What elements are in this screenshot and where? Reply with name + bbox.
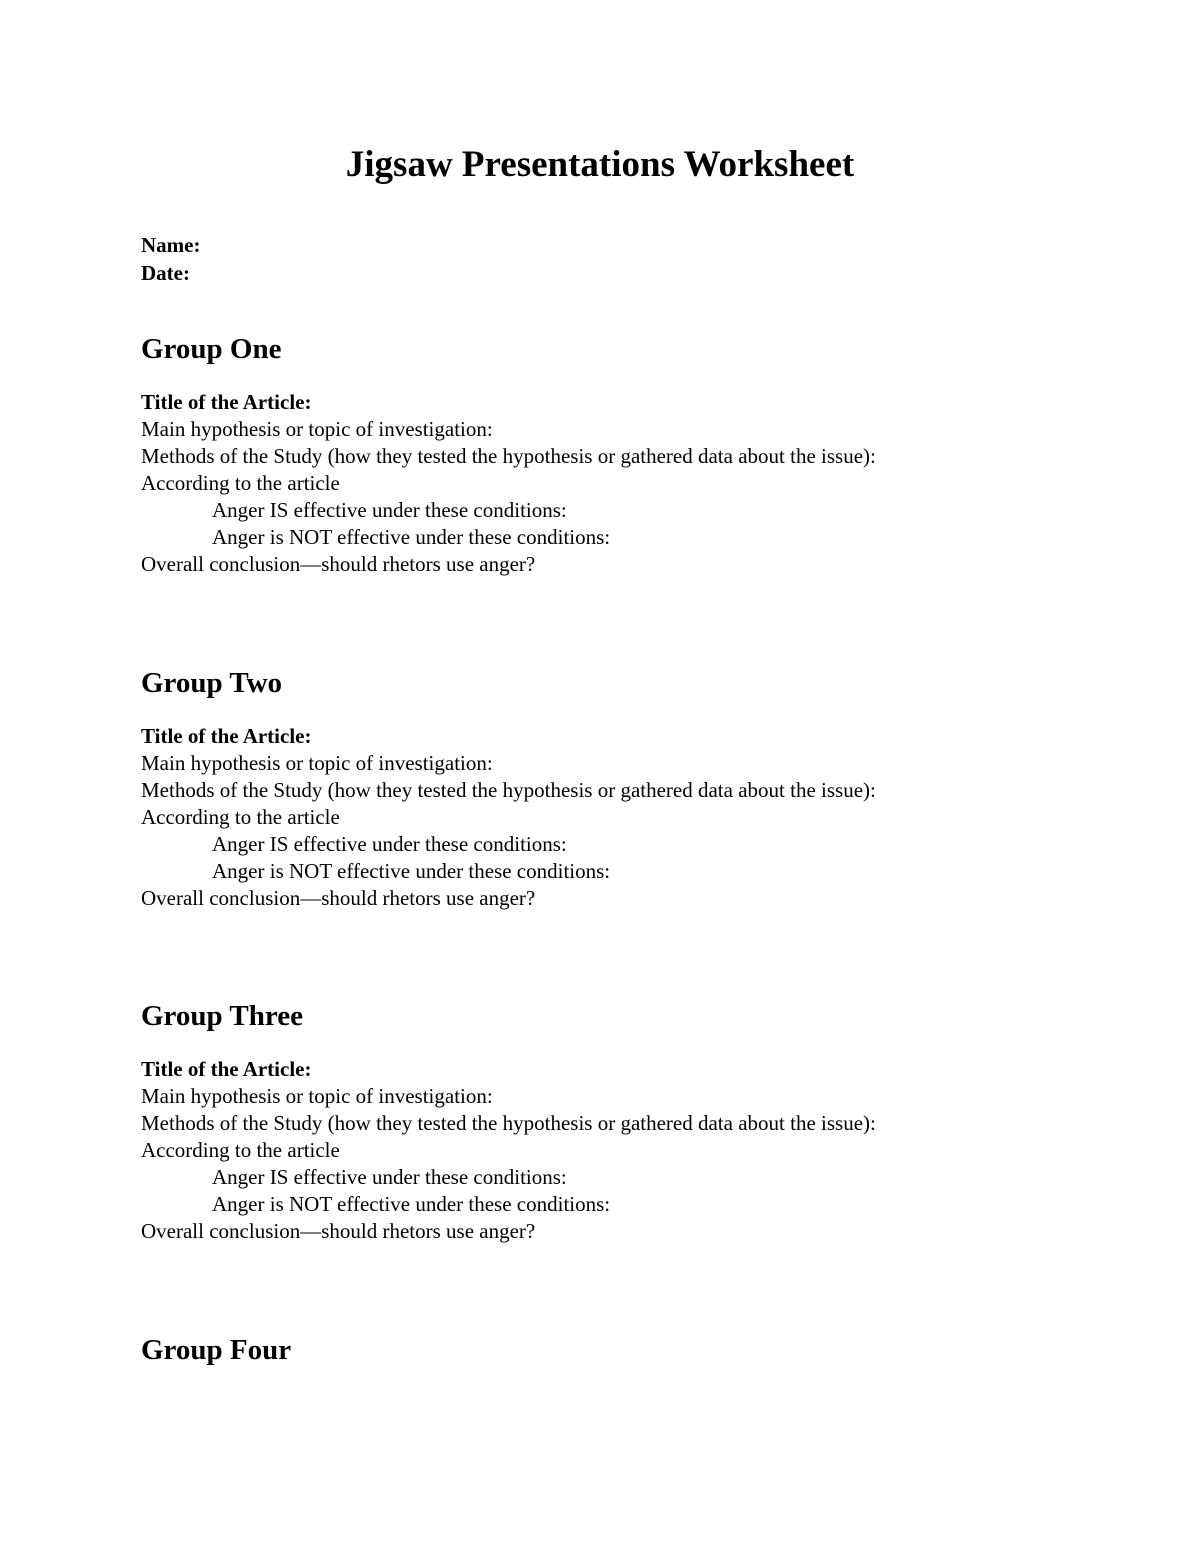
date-label: Date: (141, 261, 190, 285)
according-label: According to the article (141, 471, 340, 495)
conclusion-label: Overall conclusion—should rhetors use anger? (141, 886, 536, 910)
group-heading: Group Three (141, 1000, 303, 1032)
name-label: Name: (141, 233, 201, 257)
effective-label: Anger IS effective under these conditions: (212, 498, 567, 522)
group-two-section (141, 665, 1141, 912)
effective-label: Anger IS effective under these conditions: (212, 832, 567, 856)
according-label: According to the article (141, 805, 340, 829)
group-one-section (141, 331, 1141, 578)
group-questions (141, 1056, 1141, 1245)
effective-label: Anger IS effective under these conditions: (212, 1165, 567, 1189)
group-questions (141, 389, 1141, 578)
methods-label: Methods of the Study (how they tested the hypothesis or gathered data about the issue): (141, 1111, 876, 1135)
article-title-label: Title of the Article: (141, 1057, 312, 1081)
group-heading: Group Two (141, 667, 283, 699)
methods-label: Methods of the Study (how they tested the hypothesis or gathered data about the issue): (141, 444, 876, 468)
group-three-section (141, 998, 1141, 1245)
article-title-label: Title of the Article: (141, 724, 312, 748)
hypothesis-label: Main hypothesis or topic of investigation: (141, 1084, 493, 1108)
group-heading: Group Four (141, 1334, 292, 1366)
page-title: Jigsaw Presentations Worksheet (345, 144, 855, 185)
group-questions (141, 723, 1141, 912)
group-four-section (141, 1332, 1141, 1368)
group-heading: Group One (141, 333, 282, 365)
article-title-label: Title of the Article: (141, 390, 312, 414)
hypothesis-label: Main hypothesis or topic of investigation: (141, 417, 493, 441)
conclusion-label: Overall conclusion—should rhetors use anger? (141, 1219, 536, 1243)
header-fields (141, 231, 200, 287)
methods-label: Methods of the Study (how they tested the hypothesis or gathered data about the issue): (141, 778, 876, 802)
not-effective-label: Anger is NOT effective under these conditions: (212, 1192, 611, 1216)
hypothesis-label: Main hypothesis or topic of investigation: (141, 751, 493, 775)
not-effective-label: Anger is NOT effective under these conditions: (212, 859, 611, 883)
not-effective-label: Anger is NOT effective under these conditions: (212, 525, 611, 549)
conclusion-label: Overall conclusion—should rhetors use anger? (141, 552, 536, 576)
according-label: According to the article (141, 1138, 340, 1162)
